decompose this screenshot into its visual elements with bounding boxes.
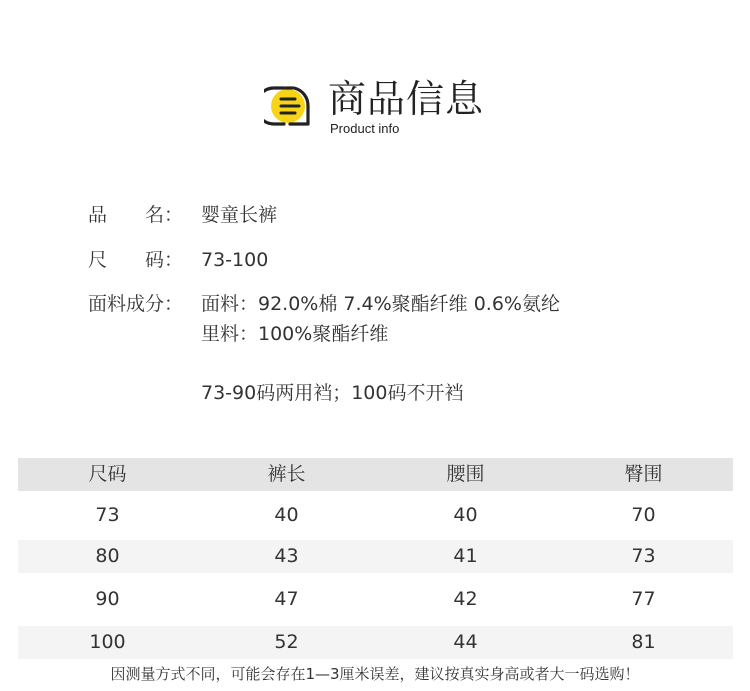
table-row xyxy=(18,540,733,573)
size-label: 尺 码： xyxy=(88,249,184,271)
fabric-label: 面料成分： xyxy=(88,293,184,315)
table-row xyxy=(18,499,733,532)
table-cell: 73 xyxy=(95,504,120,526)
table-row xyxy=(18,583,733,616)
page-subtitle: Product info xyxy=(330,121,400,136)
table-cell: 42 xyxy=(453,588,478,610)
table-cell: 41 xyxy=(453,545,478,567)
size-value: 73-100 xyxy=(201,249,269,271)
table-cell: 81 xyxy=(631,631,656,653)
fabric-value xyxy=(201,291,560,351)
table-cell: 90 xyxy=(95,588,120,610)
table-cell: 77 xyxy=(631,588,656,610)
table-cell: 70 xyxy=(631,504,656,526)
page-title: 商品信息 xyxy=(328,77,485,121)
table-cell: 40 xyxy=(274,504,299,526)
table-cell: 47 xyxy=(274,588,299,610)
table-cell: 100 xyxy=(89,631,126,653)
table-cell: 43 xyxy=(274,545,299,567)
table-row xyxy=(18,626,733,659)
table-header-cell: 臀围 xyxy=(624,463,663,485)
table-header-cell: 尺码 xyxy=(88,463,127,485)
document-lines-icon xyxy=(264,84,314,128)
measurement-footnote: 因测量方式不同，可能会存在1—3厘米误差，建议按真实身高或者大一码选购！ xyxy=(110,665,640,683)
fabric-line-outer: 面料：92.0%棉 7.4%聚酯纤维 0.6%氨纶 xyxy=(201,293,560,315)
crotch-note: 73-90码两用裆；100码不开裆 xyxy=(201,382,464,404)
table-cell: 40 xyxy=(453,504,478,526)
table-cell: 44 xyxy=(453,631,478,653)
name-label: 品 名： xyxy=(88,204,184,226)
table-header-row xyxy=(18,458,733,491)
section-header xyxy=(264,76,524,146)
table-cell: 80 xyxy=(95,545,120,567)
table-cell: 73 xyxy=(631,545,656,567)
fabric-line-lining: 里料：100%聚酯纤维 xyxy=(201,323,389,345)
table-header-cell: 裤长 xyxy=(267,463,306,485)
table-header-cell: 腰围 xyxy=(446,463,485,485)
name-value: 婴童长裤 xyxy=(201,204,278,226)
table-cell: 52 xyxy=(274,631,299,653)
